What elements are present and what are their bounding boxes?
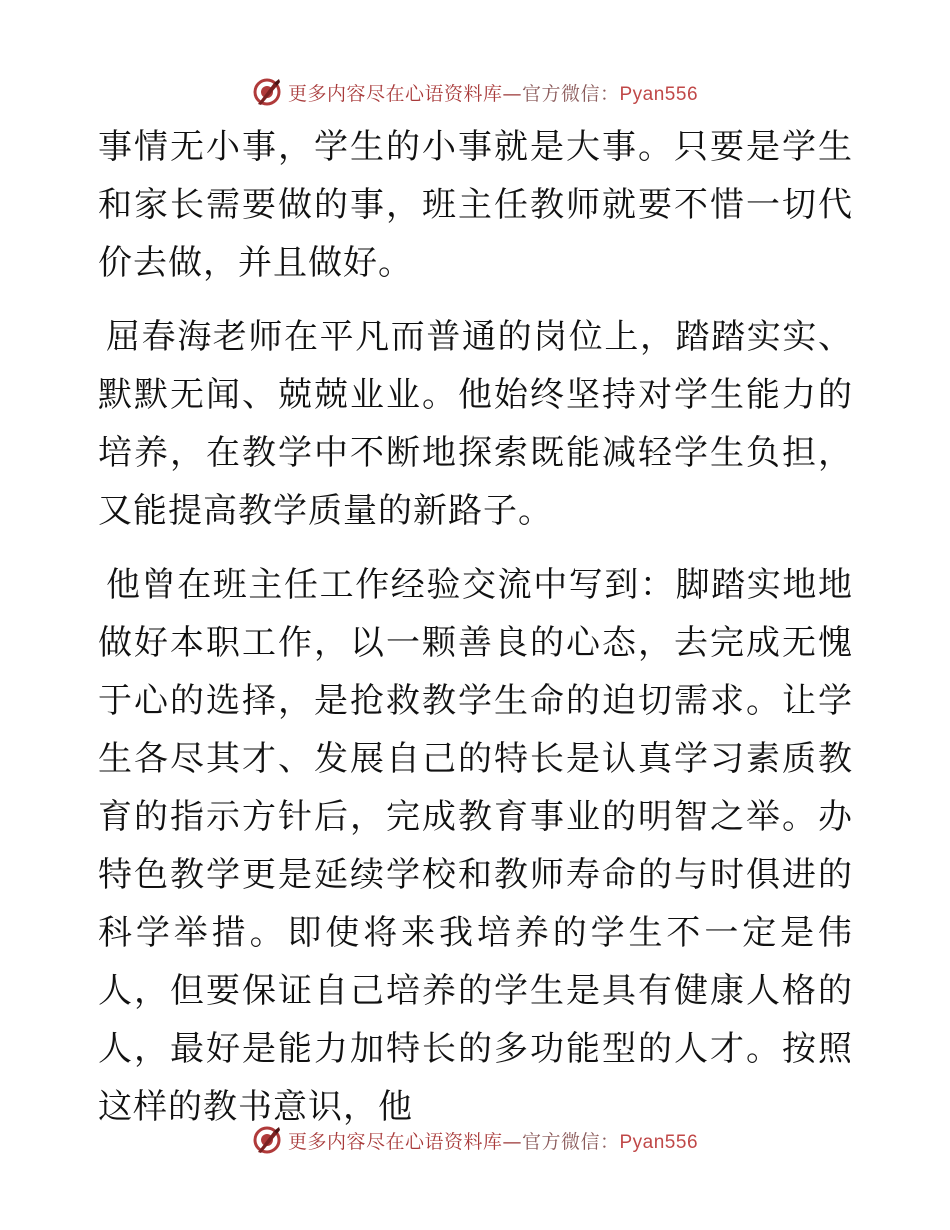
- quill-circle-icon: [252, 77, 282, 107]
- document-body: [98, 118, 853, 1152]
- header-dash: —: [502, 82, 522, 105]
- page-footer-banner: [0, 1120, 950, 1160]
- page-header-banner: [0, 72, 950, 112]
- header-banner-text: [288, 79, 698, 106]
- header-wechat-id: Pyan556: [619, 83, 699, 105]
- footer-dash: —: [502, 1130, 522, 1153]
- paragraph-1: 事情无小事，学生的小事就是大事。只要是学生和家长需要做的事，班主任教师就要不惜一切代价去做，并且做好。: [98, 127, 853, 283]
- paragraph-2: 屈春海老师在平凡而普通的岗位上，踏踏实实、默默无闻、兢兢业业。他始终坚持对学生能力的培养，在教学中不断地探索既能减轻学生负担，又能提高教学质量的新路子。: [98, 317, 853, 531]
- footer-brand: 更多内容尽在心语资料库: [287, 1130, 503, 1153]
- header-brand: 更多内容尽在心语资料库: [287, 82, 503, 105]
- footer-wechat-id: Pyan556: [619, 1131, 699, 1153]
- paragraph-3: 他曾在班主任工作经验交流中写到：脚踏实地地做好本职工作，以一颗善良的心态，去完成无愧于心的选择，是抢救教学生命的迫切需求。让学生各尽其才、发展自己的特长是认真学习素质教育的指示方针后，完成教育事业的明智之举。办特色教学更是延续学校和教师寿命的与时俱进的科学举措。即使将来我培养的学生不一定是伟人，但要保证自己培养的学生是具有健康人格的人，最好是能力加特长的多功能型的人才。按照这样的教书意识，他: [98, 565, 853, 1127]
- footer-banner-text: [288, 1127, 698, 1154]
- footer-official-label: 官方微信：: [521, 1130, 620, 1153]
- quill-circle-icon: [252, 1125, 282, 1155]
- header-official-label: 官方微信：: [521, 82, 620, 105]
